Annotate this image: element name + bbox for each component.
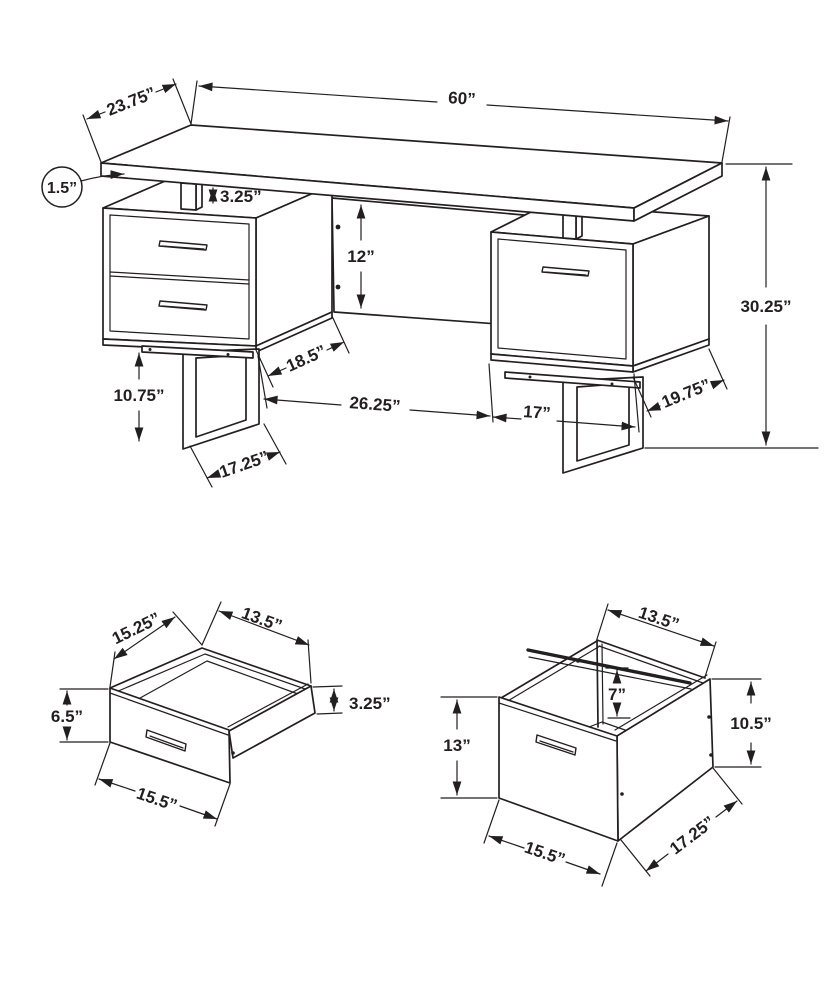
dim-label-left-pedestal-depth: 18.5” xyxy=(283,341,330,376)
dim-label-small-front-height: 6.5” xyxy=(50,707,84,726)
dim-file-rail-to-bottom xyxy=(606,668,630,718)
dim-label-small-back-top-width: 13.5” xyxy=(239,603,285,636)
small-drawer-body xyxy=(110,648,315,783)
small-drawer-front xyxy=(110,688,230,783)
dim-file-front-height xyxy=(441,697,497,798)
screw-icon xyxy=(576,659,580,663)
dim-top-clearance xyxy=(213,187,262,206)
screw-icon xyxy=(707,715,711,719)
file-drawer-side xyxy=(617,679,713,841)
dim-label-top-clearance: 3.25” xyxy=(220,187,262,206)
dim-label-pedestal-width: 17” xyxy=(522,402,552,423)
dim-label-top-length: 60” xyxy=(447,88,477,109)
screw-icon xyxy=(336,285,341,290)
dim-label-file-back-top-width: 13.5” xyxy=(636,602,682,635)
dim-leg-height xyxy=(113,353,164,441)
screw-icon xyxy=(709,753,713,757)
dim-small-front-height xyxy=(51,689,108,742)
dim-small-side-height xyxy=(313,686,391,714)
file-drawer-front xyxy=(499,697,618,841)
dim-small-back-top-width xyxy=(202,602,311,683)
dim-label-small-front-width: 15.5” xyxy=(134,783,180,816)
right-pedestal xyxy=(491,204,709,372)
dim-label-leg-base-depth: 17.25” xyxy=(216,447,272,482)
desk-assembly-view xyxy=(42,79,818,487)
small-drawer-detail-view xyxy=(51,602,391,826)
small-drawer-side xyxy=(229,686,315,758)
file-drawer-detail-view xyxy=(441,603,772,886)
dim-label-file-rail-to-bottom: 7” xyxy=(608,685,626,704)
screw-icon xyxy=(336,225,341,230)
dim-label-overall-height: 30.25” xyxy=(740,297,792,316)
file-drawer-body xyxy=(499,640,713,841)
dim-label-file-side-height: 10.5” xyxy=(730,714,772,733)
dim-label-small-side-height: 3.25” xyxy=(349,694,391,713)
dim-file-side-height xyxy=(712,679,772,767)
dim-label-right-pedestal-depth: 19.75” xyxy=(658,375,714,412)
dim-label-file-front-width: 15.5” xyxy=(522,837,568,870)
dim-label-file-front-height: 13” xyxy=(443,736,471,755)
dim-label-small-side-top-depth: 15.25” xyxy=(109,608,164,649)
dim-label-file-side-depth: 17.25” xyxy=(666,812,719,859)
hanging-file-rail xyxy=(528,650,690,683)
dim-label-back-panel-height: 12” xyxy=(347,247,375,266)
dim-label-knee-clearance: 26.25” xyxy=(348,393,402,416)
right-pedestal-front xyxy=(491,232,633,366)
screw-icon xyxy=(231,751,235,755)
dim-label-leg-height: 10.75” xyxy=(113,386,165,405)
dim-label-top-depth: 23.75” xyxy=(103,83,159,120)
screw-icon xyxy=(620,792,624,796)
dim-label-top-thickness: 1.5” xyxy=(46,180,78,197)
left-pedestal xyxy=(103,175,332,352)
